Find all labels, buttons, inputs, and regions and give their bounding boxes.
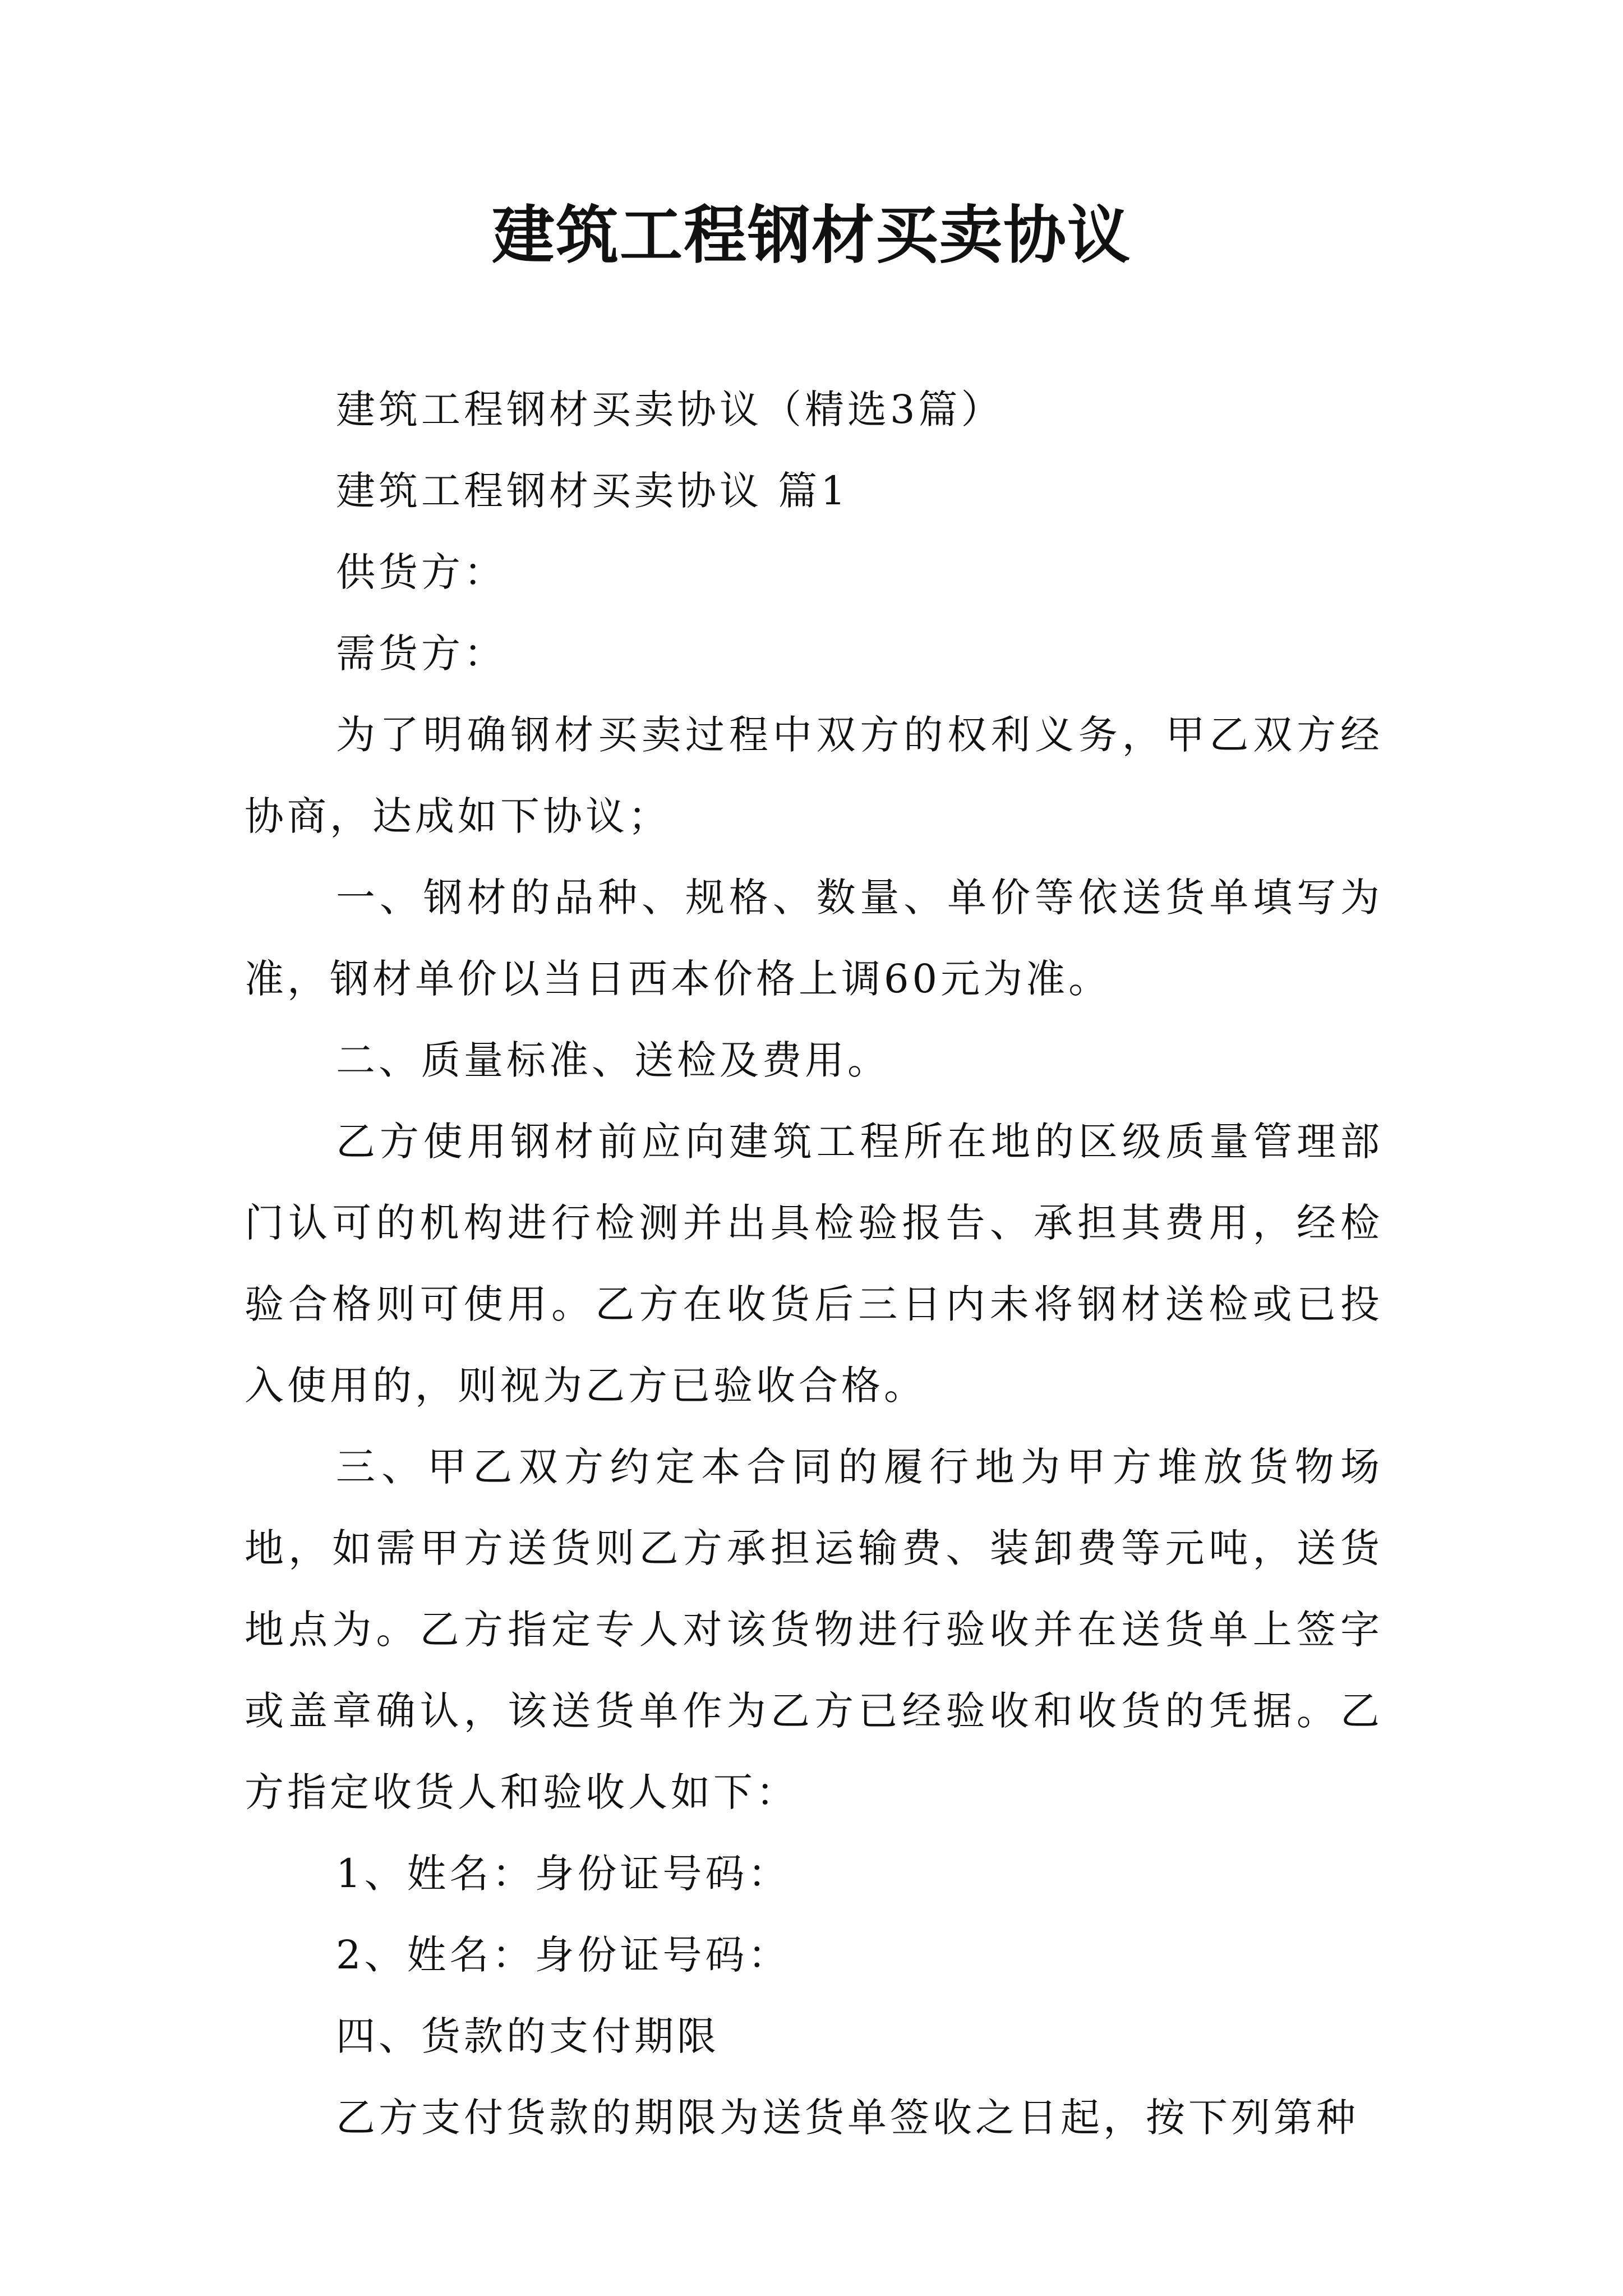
document-body bbox=[245, 369, 1383, 2159]
paragraph-section-heading: 建筑工程钢材买卖协议 篇1 bbox=[336, 468, 849, 514]
paragraph-preamble: 为了明确钢材买卖过程中双方的权利义务，甲乙双方经协商，达成如下协议； bbox=[245, 712, 1383, 839]
paragraph-clause-1: 一、钢材的品种、规格、数量、单价等依送货单填写为准，钢材单价以当日西本价格上调60元为准。 bbox=[245, 875, 1383, 1002]
paragraph-receiver-2: 2、姓名：身份证号码： bbox=[336, 1932, 791, 1978]
document-title: 建筑工程钢材买卖协议 bbox=[492, 199, 1131, 272]
paragraph-clause-2-body: 乙方使用钢材前应向建筑工程所在地的区级质量管理部门认可的机构进行检测并出具检验报告、承担其费用，经检验合格则可使用。乙方在收货后三日内未将钢材送检或已投入使用的，则视为乙方已验收合格。 bbox=[245, 1119, 1383, 1409]
paragraph-clause-4-heading: 四、货款的支付期限 bbox=[336, 2013, 720, 2059]
paragraph-subtitle: 建筑工程钢材买卖协议（精选3篇） bbox=[336, 386, 1004, 432]
paragraph-clause-2-heading: 二、质量标准、送检及费用。 bbox=[336, 1037, 890, 1083]
paragraph-supplier: 供货方： bbox=[336, 549, 506, 595]
paragraph-clause-3: 三、甲乙双方约定本合同的履行地为甲方堆放货物场地，如需甲方送货则乙方承担运输费、装卸费等元吨，送货地点为。乙方指定专人对该货物进行验收并在送货单上签字或盖章确认，该送货单作为乙方已经验收和收货的凭据。乙方指定收货人和验收人如下： bbox=[245, 1444, 1383, 1815]
paragraph-clause-4-body: 乙方支付货款的期限为送货单签收之日起，按下列第种 bbox=[336, 2095, 1359, 2141]
paragraph-buyer: 需货方： bbox=[336, 631, 506, 677]
paragraph-receiver-1: 1、姓名：身份证号码： bbox=[336, 1851, 791, 1897]
